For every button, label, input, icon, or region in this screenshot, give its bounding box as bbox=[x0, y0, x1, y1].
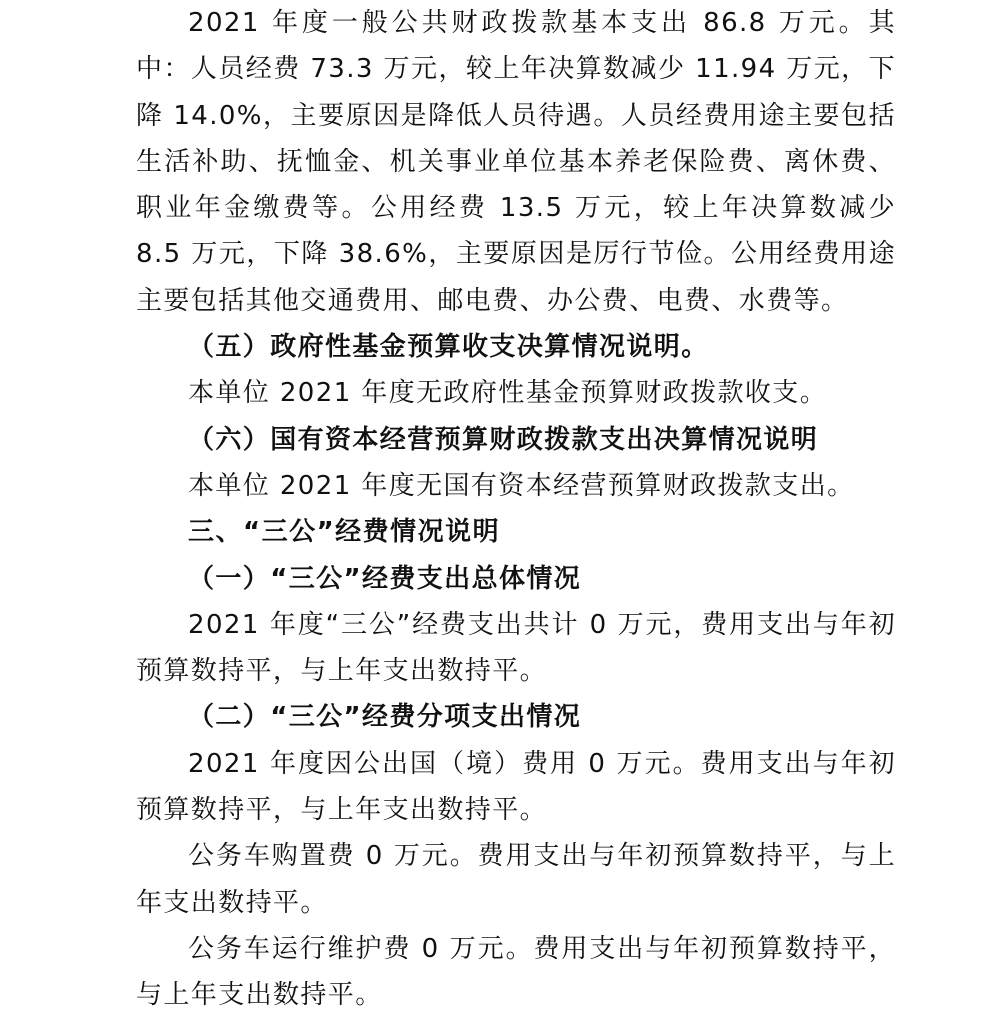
paragraph-overseas-travel: 2021 年度因公出国（境）费用 0 万元。费用支出与年初预算数持平，与上年支出数持平。 bbox=[136, 748, 896, 826]
paragraph-overall-expenses: 2021 年度“三公”经费支出共计 0 万元，费用支出与年初预算数持平，与上年支出数持平。 bbox=[136, 609, 896, 687]
paragraph-vehicle-purchase: 公务车购置费 0 万元。费用支出与年初预算数持平，与上年支出数持平。 bbox=[136, 841, 896, 918]
heading-itemized-expenses: （二）“三公”经费分项支出情况 bbox=[188, 702, 582, 733]
heading-government-fund: （五）政府性基金预算收支决算情况说明。 bbox=[188, 332, 709, 363]
paragraph-government-fund: 本单位 2021 年度无政府性基金预算财政拨款收支。 bbox=[188, 378, 828, 409]
paragraph-state-capital: 本单位 2021 年度无国有资本经营预算财政拨款支出。 bbox=[188, 470, 855, 501]
section-three-public-expenses: 三、“三公”经费情况说明 bbox=[188, 517, 501, 548]
document-page bbox=[136, 0, 896, 1019]
paragraph-vehicle-maintenance: 公务车运行维护费 0 万元。费用支出与年初预算数持平，与上年支出数持平。 bbox=[136, 933, 896, 1011]
heading-state-capital: （六）国有资本经营预算财政拨款支出决算情况说明 bbox=[188, 424, 819, 455]
paragraph-basic-expenditure: 2021 年度一般公共财政拨款基本支出 86.8 万元。其中：人员经费 73.3 万元，较上年决算数减少 11.94 万元，下降 14.0%，主要原因是降低人员待遇。人员经费用途主要包括生活补助、抚恤金、机关事业单位基本养老保险费、离休费、职业年金缴费等。公用经费 13.5 万元，较上年决算数减少 8.5 万元，下降 38.6%，主要原因是厉行节俭。公用经费用途主要包括其他交通费用、邮电费、办公费、电费、水费等。 bbox=[136, 8, 896, 316]
heading-overall-expenses: （一）“三公”经费支出总体情况 bbox=[188, 563, 582, 594]
